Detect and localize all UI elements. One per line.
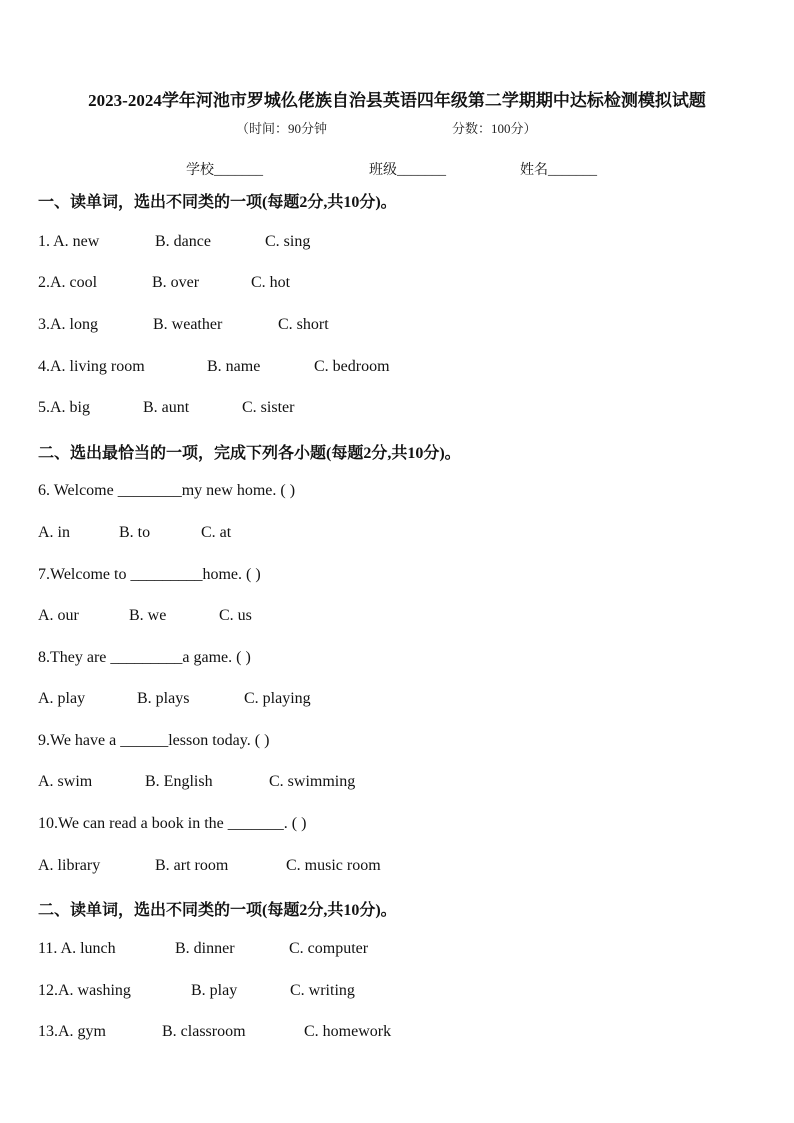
question-stem: 6. Welcome ________my new home. ( ) <box>38 482 296 499</box>
option-a: 4.A. living room <box>38 358 145 375</box>
option-c: C. sing <box>265 233 311 250</box>
option-a: A. play <box>38 690 86 707</box>
section-heading: 一、读单词，选出不同类的一项(每题2分,共10分)。 <box>38 194 397 211</box>
class-field: 班级_______ <box>369 163 446 178</box>
option-b: B. name <box>207 358 261 375</box>
option-c: C. writing <box>290 982 355 999</box>
option-c: C. computer <box>289 940 369 957</box>
page-title: 2023-2024学年河池市罗城仫佬族自治县英语四年级第二学期期中达标检测模拟试题 <box>88 91 706 110</box>
option-b: B. dinner <box>175 940 235 957</box>
option-a: A. our <box>38 607 79 624</box>
option-c: C. at <box>201 524 232 541</box>
option-b: B. to <box>119 524 151 541</box>
option-a: 12.A. washing <box>38 982 131 999</box>
option-b: B. plays <box>137 690 190 707</box>
option-a: A. in <box>38 524 70 541</box>
option-b: B. over <box>152 274 200 291</box>
option-c: C. short <box>278 316 329 333</box>
option-a: A. swim <box>38 773 93 790</box>
option-a: 1. A. new <box>38 233 100 250</box>
question-stem: 9.We have a ______lesson today. ( ) <box>38 732 270 749</box>
question-stem: 10.We can read a book in the _______. ( ) <box>38 815 307 832</box>
option-b: B. dance <box>155 233 211 250</box>
name-field: 姓名_______ <box>520 163 597 178</box>
option-a: 2.A. cool <box>38 274 98 291</box>
option-b: B. art room <box>155 857 229 874</box>
option-b: B. classroom <box>162 1023 246 1040</box>
option-b: B. we <box>129 607 167 624</box>
exam-time: （时间：90分钟 <box>236 121 328 136</box>
option-a: A. library <box>38 857 101 874</box>
option-c: C. hot <box>251 274 291 291</box>
section-heading: 二、选出最恰当的一项，完成下列各小题(每题2分,共10分)。 <box>38 445 461 462</box>
exam-score: 分数：100分） <box>452 121 537 136</box>
question-stem: 8.They are _________a game. ( ) <box>38 649 251 666</box>
section-heading: 二、读单词，选出不同类的一项(每题2分,共10分)。 <box>38 902 397 919</box>
option-c: C. bedroom <box>314 358 390 375</box>
option-c: C. sister <box>242 399 295 416</box>
option-b: B. aunt <box>143 399 190 416</box>
option-b: B. weather <box>153 316 223 333</box>
option-b: B. English <box>145 773 213 790</box>
option-c: C. us <box>219 607 252 624</box>
question-stem: 7.Welcome to _________home. ( ) <box>38 566 261 583</box>
school-field: 学校_______ <box>186 163 263 178</box>
option-c: C. playing <box>244 690 311 707</box>
option-c: C. music room <box>286 857 381 874</box>
option-c: C. swimming <box>269 773 356 790</box>
option-c: C. homework <box>304 1023 392 1040</box>
option-a: 3.A. long <box>38 316 98 333</box>
option-a: 13.A. gym <box>38 1023 106 1040</box>
option-a: 11. A. lunch <box>38 940 116 957</box>
option-a: 5.A. big <box>38 399 90 416</box>
option-b: B. play <box>191 982 238 999</box>
